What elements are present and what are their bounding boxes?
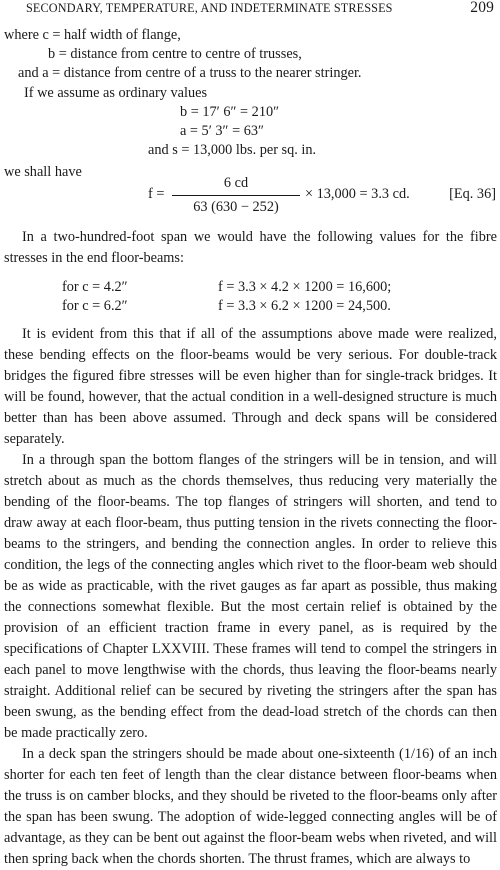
- running-title: SECONDARY, TEMPERATURE, AND INDETERMINATE STRESSES: [26, 1, 393, 15]
- we-shall-have: we shall have: [4, 164, 82, 180]
- case-2-condition: for c = 6.2″: [62, 298, 128, 314]
- equation-fraction: [172, 172, 300, 220]
- running-header: [26, 0, 494, 18]
- paragraph-3: In a deck span the stringers should be made about one-sixteenth (1/16) of an inch shorter for each ten feet of length than the clear distance between floor-beams when the truss is on camber blocks, and they should be riveted to the floor-beams only after the span has been swung. The adoption of wide-legged connecting angles will be of advantage, as they can be bent out against the floor-beam webs when riveted, and will then spring back when the chords shorten. The thrust frames, which are always to: [4, 746, 497, 867]
- span-paragraph: [4, 227, 497, 269]
- body-text: [4, 324, 497, 870]
- value-s: and s = 13,000 lbs. per sq. in.: [148, 142, 317, 158]
- equation-36: [0, 172, 500, 220]
- equation-lhs: f =: [148, 186, 165, 202]
- fraction-bar: [172, 195, 300, 196]
- equation-denominator: 63 (630 − 252): [193, 199, 279, 215]
- assumption-intro: If we assume as ordinary values: [24, 85, 208, 101]
- case-1-condition: for c = 4.2″: [62, 279, 128, 295]
- case-2-result: f = 3.3 × 6.2 × 1200 = 24,500.: [218, 298, 391, 314]
- page-number: 209: [470, 0, 494, 16]
- case-1-result: f = 3.3 × 4.2 × 1200 = 16,600;: [218, 279, 392, 295]
- equation-numerator: 6 cd: [223, 175, 249, 191]
- paragraph-2: In a through span the bottom flanges of the stringers will be in tension, and will stretch about as much as the chords themselves, thus reducing very materially the bending of the floor-beams. The top flanges of stringers will shorten, and tend to draw away at each floor-beam, thus putting tension in the rivets connecting the floor-beams to the stringers, and bending the connection angles. In order to relieve this condition, the legs of the connecting angles which rivet to the floor-beam web should be as wide as practicable, with the rivet gauges as far apart as possible, thus making the connections somewhat flexible. But the most certain relief is obtained by the provision of an efficient traction frame in every panel, as is required by the specifications of Chapter LXXVIII. These frames will tend to compel the stringers in each panel to move lengthwise with the chords, thus leaving the floor-beams nearly straight. Additional relief can be secured by riveting the stringers after the span has been swung, as the bending effect from the dead-load stretch of the chords can then be made practically zero.: [4, 452, 497, 741]
- paragraph-1: It is evident from this that if all of the assumptions above made were realized, these bending effects on the floor-beams would be very serious. For double-track bridges the figured fibre stresses will be even higher than for single-track bridges. It will be found, however, that the actual condition in a well-designed structure is much better than has been above assumed. Through and deck spans will be considered separately.: [4, 326, 497, 447]
- definition-b: b = distance from centre to centre of trusses,: [48, 46, 302, 62]
- definition-a: and a = distance from centre of a truss to the nearer stringer.: [18, 65, 362, 81]
- value-a: a = 5′ 3″ = 63″: [180, 123, 264, 139]
- value-b: b = 17′ 6″ = 210″: [180, 104, 280, 120]
- equation-rhs: × 13,000 = 3.3 cd.: [305, 186, 410, 202]
- equation-tag: [Eq. 36]: [449, 186, 496, 202]
- definition-c: where c = half width of flange,: [4, 27, 181, 43]
- span-text: In a two-hundred-foot span we would have the following values for the fibre stresses in the end floor-beams:: [4, 229, 497, 266]
